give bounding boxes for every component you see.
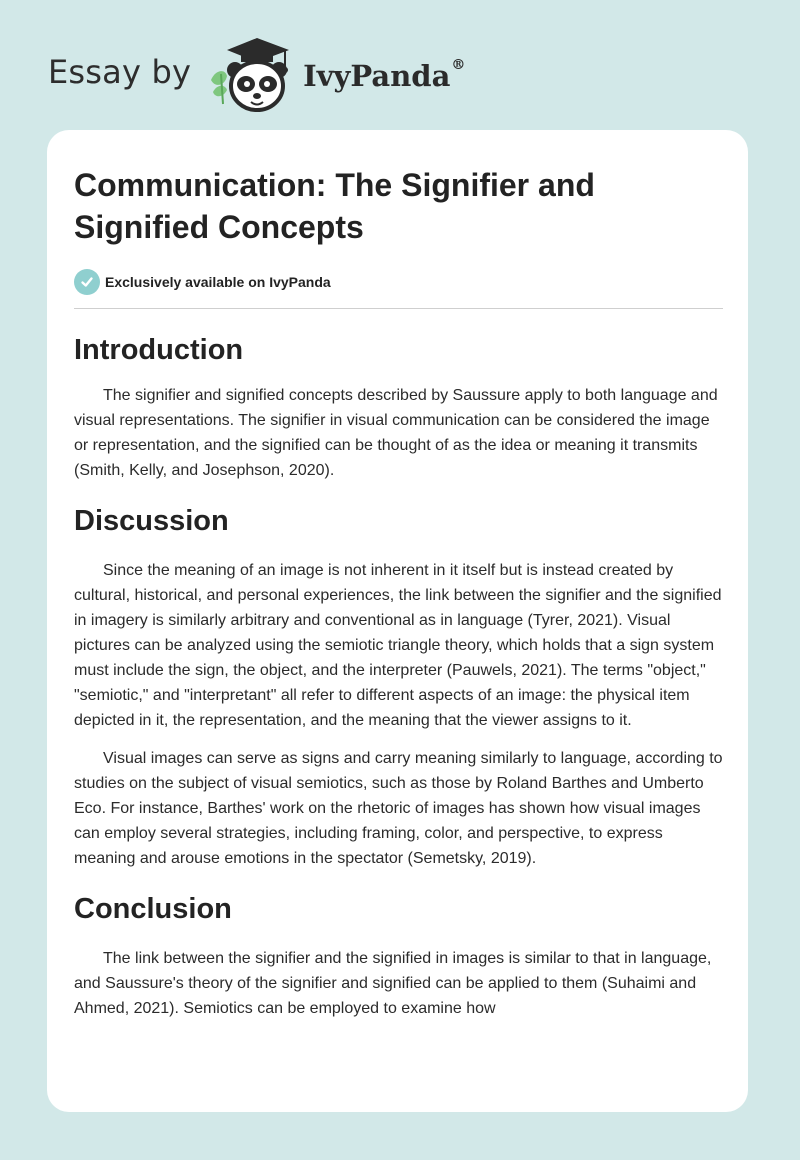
site-header: [48, 34, 465, 114]
page-title: Communication: The Signifier and Signified Concepts: [74, 167, 595, 245]
section-heading-discussion: Discussion: [74, 505, 229, 537]
panda-graduate-logo-icon[interactable]: [205, 34, 297, 114]
essay-by-label: Essay by: [48, 53, 192, 91]
essay-content: [74, 164, 723, 1021]
essay-card: [47, 130, 748, 1112]
discussion-paragraph-2: Visual images can serve as signs and carry meaning similarly to language, according to studies on the subject of visual semiotics, such as those by Roland Barthes and Umberto Eco. For instance, Barthes' work on the rhetoric of images has shown how visual images can employ several strategies, including framing, color, and perspective, to express meaning and arouse emotions in the spectator (Semetsky, 2019).: [74, 750, 723, 867]
exclusive-badge: [74, 269, 723, 295]
exclusive-label: Exclusively available on IvyPanda: [105, 274, 331, 290]
discussion-paragraph-1: Since the meaning of an image is not inherent in it itself but is instead created by cultural, historical, and personal experiences, the link between the signifier and the signified in imagery is similarly arbitrary and conventional as in language (Tyrer, 2021). Visual pictures can be analyzed using the semiotic triangle theory, which holds that a sign system must include the sign, the object, and the interpreter (Pauwels, 2021). The terms "object," "semiotic," and "interpretant" all refer to different aspects of an image: the physical item depicted in it, the representation, and the meaning that the viewer assigns to it.: [74, 562, 722, 729]
brand-name[interactable]: IvyPanda®: [303, 57, 466, 93]
introduction-paragraph: The signifier and signified concepts described by Saussure apply to both language and visual representations. The signifier in visual communication can be considered the image or representation, and the signified can be thought of as the idea or meaning it transmits (Smith, Kelly, and Josephson, 2020).: [74, 387, 718, 479]
title-divider: [74, 308, 723, 309]
section-heading-introduction: Introduction: [74, 334, 244, 366]
section-heading-conclusion: Conclusion: [74, 893, 232, 925]
conclusion-paragraph: The link between the signifier and the signified in images is similar to that in language, and Saussure's theory of the signifier and signified can be applied to them (Suhaimi and Ahmed, 2021). Semiotics can be employed to examine how: [74, 950, 712, 1017]
registered-mark: ®: [451, 57, 466, 73]
check-circle-icon: [74, 269, 100, 295]
